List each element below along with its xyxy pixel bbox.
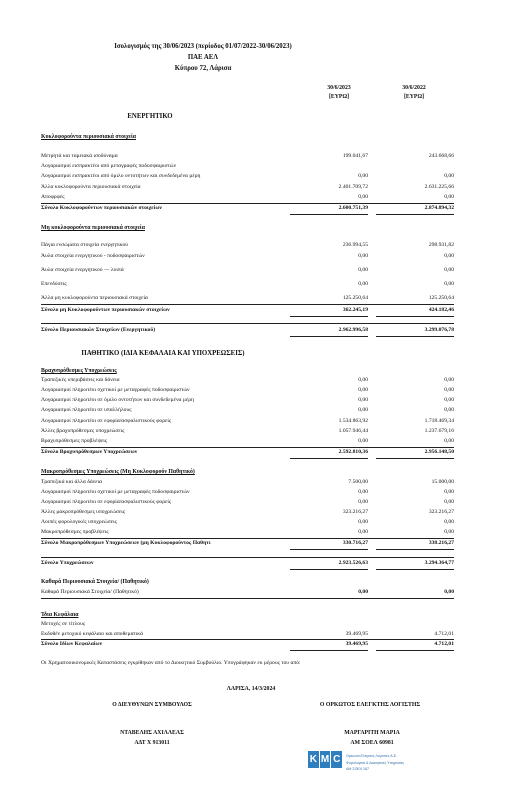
equity-heading: Ίδια Κεφάλαια bbox=[41, 612, 79, 618]
underline bbox=[376, 316, 454, 317]
ceo-id: ΑΔΤ Χ 913011 bbox=[134, 740, 170, 746]
long-term-heading: Μακροπρόθεσμες Υποχρεώσεις (Μη Κυκλοφορούν Παθητικό) bbox=[41, 469, 195, 475]
ceo-role: Ο ΔΙΕΥΘΥΝΩΝ ΣΥΜΒΟΥΛΟΣ bbox=[112, 702, 192, 708]
underline bbox=[290, 336, 368, 337]
underline bbox=[290, 569, 368, 570]
underline bbox=[290, 316, 368, 317]
underline bbox=[290, 549, 368, 550]
liabilities-title: ΠΑΘΗΤΙΚΟ (ΙΔΙΑ ΚΕΦΑΛΑΙΑ ΚΑΙ ΥΠΟΧΡΕΩΣΕΙΣ) bbox=[81, 350, 245, 357]
auditor-id: ΑΜ ΣΟΕΛ 60981 bbox=[350, 740, 394, 746]
col2-unit: [ΕΥΡΩ] bbox=[403, 94, 425, 100]
underline bbox=[376, 650, 454, 651]
underline bbox=[290, 650, 368, 651]
underline bbox=[376, 214, 454, 215]
place-date: ΛΑΡΙΣΑ, 14/3/2024 bbox=[226, 686, 276, 692]
auditor-role: Ο ΟΡΚΩΤΟΣ ΕΛΕΓΚΤΗΣ ΛΟΓΙΣΤΗΣ bbox=[319, 702, 421, 708]
logo-letter: C bbox=[331, 751, 342, 768]
divider bbox=[41, 304, 454, 305]
assets-title: ΕΝΕΡΓΗΤΙΚΟ bbox=[127, 113, 173, 120]
kmc-logo bbox=[308, 751, 342, 768]
current-assets-heading: Κυκλοφορούντα περιουσιακά στοιχεία bbox=[41, 134, 137, 140]
divider bbox=[41, 203, 454, 204]
divider bbox=[41, 598, 454, 599]
short-term-heading: Βραχυπρόθεσμες Υποχρεώσεις bbox=[41, 368, 117, 374]
logo-letter: K bbox=[308, 751, 319, 768]
ceo-name: ΝΤΑΒΕΛΗΣ ΑΧΙΛΛΕΑΣ bbox=[120, 730, 184, 736]
auditor-name: ΜΑΡΓΑΡΙΤΗ ΜΑΡΙΑ bbox=[344, 730, 400, 736]
underline bbox=[290, 458, 368, 459]
divider bbox=[41, 323, 454, 324]
document-title: Ισολογισμός της 30/06/2023 (περίοδος 01/07/2022-30/06/2023) bbox=[114, 43, 292, 50]
col1-unit: [ΕΥΡΩ] bbox=[328, 94, 350, 100]
noncurrent-assets-heading: Μη κυκλοφορούντα περιουσιακά στοιχεία bbox=[41, 225, 145, 231]
col1-date: 30/6/2023 bbox=[327, 85, 351, 91]
underline bbox=[376, 549, 454, 550]
company-name: ΠΑΕ ΑΕΛ bbox=[187, 54, 219, 61]
underline bbox=[290, 214, 368, 215]
divider bbox=[41, 557, 454, 558]
divider bbox=[41, 538, 454, 539]
logo-caption: Φορολογικά & Διοικητικές Υπηρεσίες bbox=[346, 761, 405, 765]
logo-caption: ΑΜ ΣΟΕΛ 167 bbox=[346, 767, 369, 771]
underline bbox=[376, 569, 454, 570]
company-address: Κύπρου 72, Λάρισα bbox=[174, 65, 232, 72]
underline bbox=[376, 336, 454, 337]
logo-letter: M bbox=[320, 751, 331, 768]
col2-date: 30/6/2022 bbox=[402, 85, 426, 91]
approval-text: Οι Χρηματοοικονομικές Καταστάσεις εγκρίθηκαν από το Διοικητικό Συμβούλιο. Υπογράφηκαν εκ μέρους του από: bbox=[41, 660, 301, 666]
underline bbox=[376, 458, 454, 459]
net-assets-heading: Καθαρά Περιουσιακά Στοιχεία/ (Παθητικό) bbox=[41, 579, 149, 585]
divider bbox=[41, 639, 454, 640]
divider bbox=[41, 447, 454, 448]
logo-caption: Ορκωτοί Ελεγκτές Λογιστές Α.Ε. bbox=[346, 754, 398, 758]
